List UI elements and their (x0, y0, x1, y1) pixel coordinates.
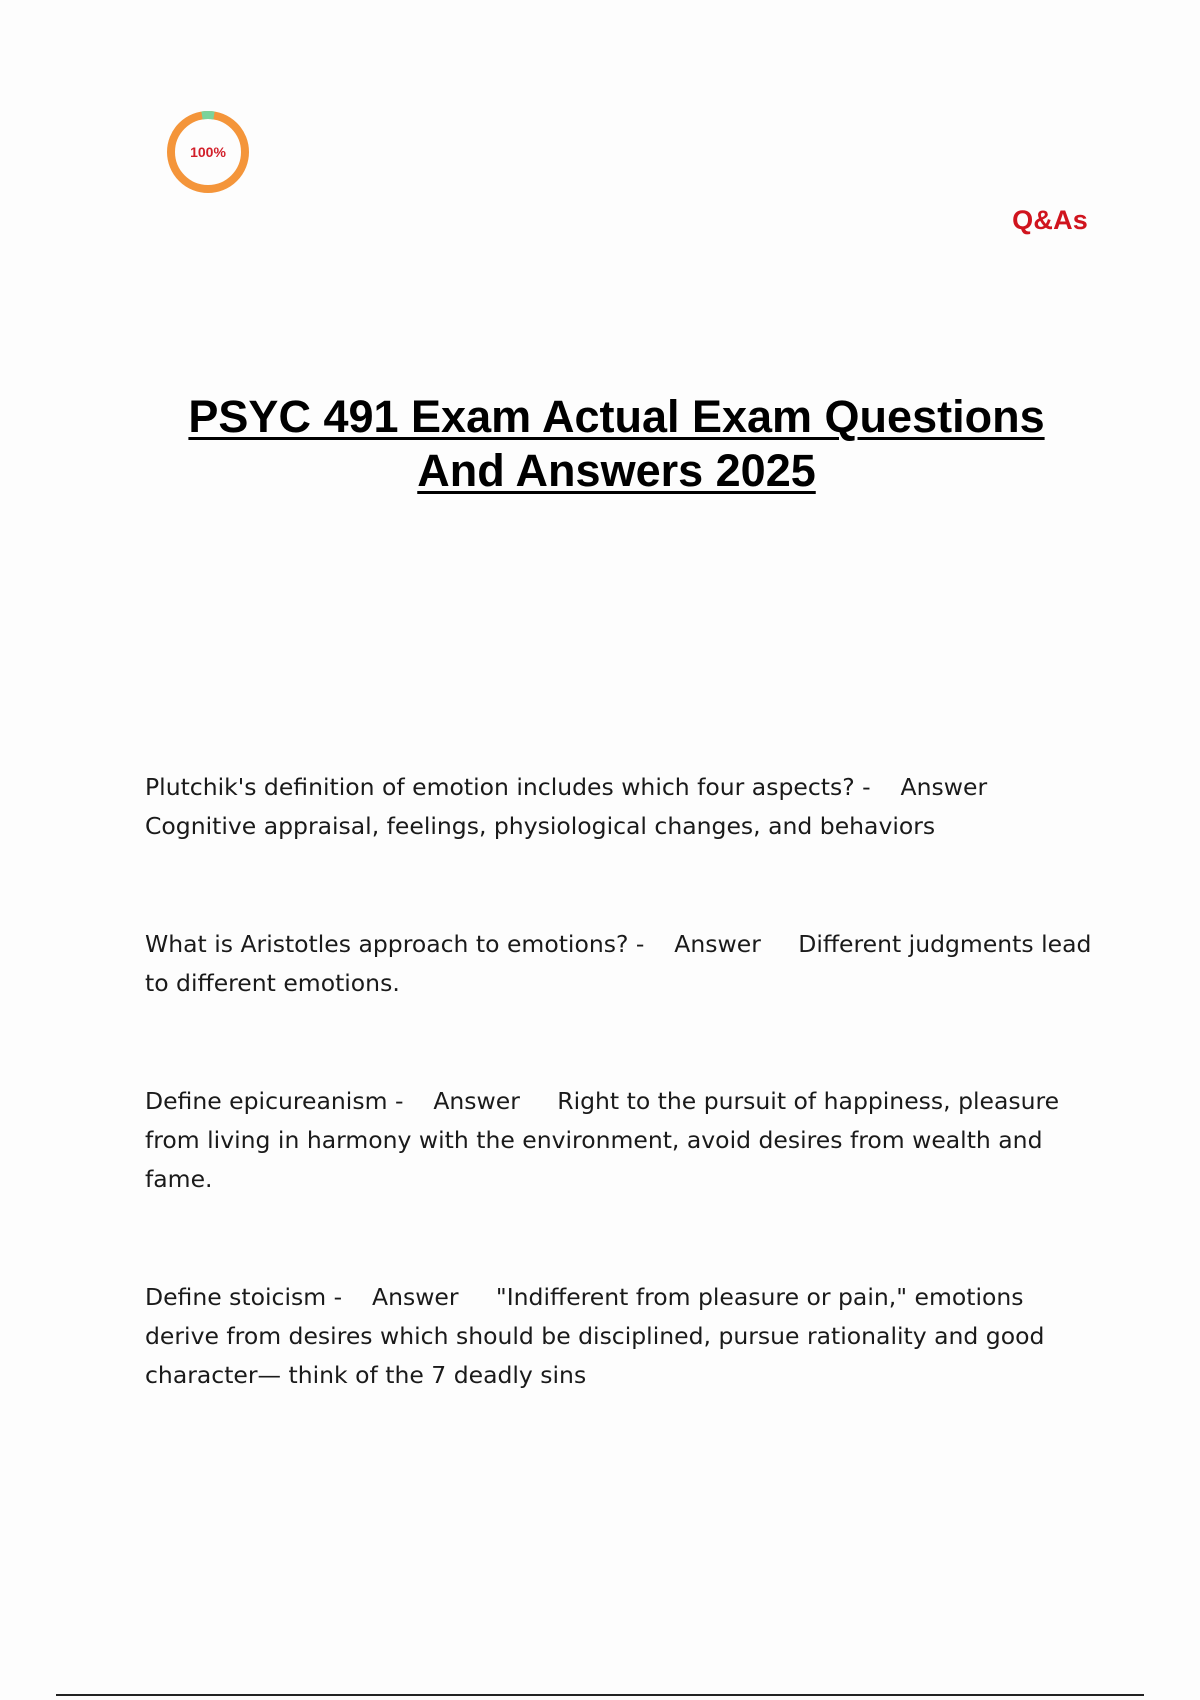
footer-divider (56, 1694, 1144, 1696)
qa-item (145, 1082, 1095, 1199)
separator: - (394, 1087, 404, 1115)
separator: - (333, 1283, 343, 1311)
question-text: What is Aristotles approach to emotions? (145, 930, 629, 958)
question-text: Define epicureanism (145, 1087, 388, 1115)
answer-text: Different judgments lead to different emotions. (145, 930, 1099, 997)
answer-text: "Indifferent from pleasure or pain," emotions derive from desires which should be disciplined, pursue rationality and good character— think of the 7 deadly sins (145, 1283, 1052, 1389)
completion-badge (164, 108, 252, 196)
separator: - (862, 773, 871, 801)
title-line-2: And Answers 2025 (417, 445, 816, 496)
answer-label: Answer (372, 1283, 459, 1311)
answer-text: Cognitive appraisal, feelings, physiological changes, and behaviors (145, 812, 936, 840)
document-title (120, 390, 1113, 498)
qa-item (145, 1278, 1095, 1395)
badge-label: 100% (190, 144, 226, 160)
qa-tag: Q&As (1012, 205, 1088, 235)
answer-label: Answer (433, 1087, 520, 1115)
qa-item (145, 768, 1095, 846)
answer-label: Answer (674, 930, 761, 958)
title-line-1: PSYC 491 Exam Actual Exam Questions (188, 391, 1045, 442)
question-text: Define stoicism (145, 1283, 327, 1311)
qa-item (145, 925, 1099, 1003)
answer-label: Answer (900, 773, 988, 801)
question-text: Plutchik's definition of emotion includes which four aspects? (145, 773, 855, 801)
separator: - (635, 930, 645, 958)
qa-list (145, 768, 1099, 1395)
answer-text: Right to the pursuit of happiness, pleasure from living in harmony with the environment, avoid desires from wealth and fame. (145, 1087, 1067, 1193)
